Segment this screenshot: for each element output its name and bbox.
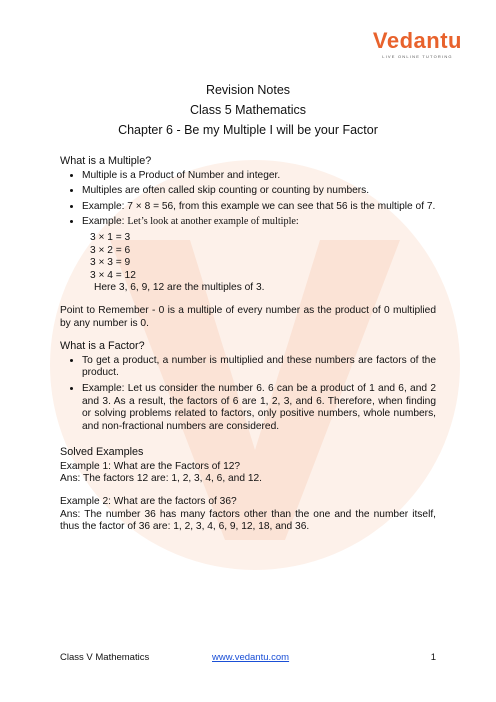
equation: 3 × 1 = 3: [90, 231, 131, 243]
list-item: • Example: 7 × 8 = 56, from this example we can see that 56 is the multiple of 7.: [82, 201, 436, 214]
factor-list: [60, 355, 436, 434]
title-line-1: Revision Notes: [205, 83, 291, 97]
logo-name: Vedantu: [372, 28, 462, 53]
multiples-note: Here 3, 6, 9, 12 are the multiples of 3.: [94, 282, 265, 294]
list-item: • To get a product, a number is multiplied and these numbers are factors of the product.: [82, 355, 436, 380]
list-item: • Multiples are often called skip counting or counting by numbers.: [82, 185, 436, 198]
example-text: Let’s look at another example of multiple:: [127, 216, 299, 228]
title-line-2: Class 5 Mathematics: [189, 103, 306, 117]
equation: 3 × 3 = 9: [90, 257, 131, 269]
page-number: 1: [430, 652, 436, 663]
list-item: • Multiple is a Product of Number and integer.: [82, 170, 436, 183]
list-item: [82, 216, 436, 229]
example-1-question: Example 1: What are the Factors of 12?: [60, 460, 241, 472]
multiple-heading: What is a Multiple?: [60, 155, 152, 167]
title-block: [0, 80, 496, 140]
title-line-3: Chapter 6 - Be my Multiple I will be your Factor: [118, 123, 378, 137]
factor-heading: What is a Factor?: [60, 340, 145, 353]
footer-class-label: Class V Mathematics: [60, 652, 150, 663]
solved-examples-heading: Solved Examples: [60, 446, 144, 459]
footer-website-link[interactable]: www.vedantu.com: [212, 652, 290, 663]
main-content: [60, 155, 436, 534]
point-to-remember: Point to Remember - 0 is a multiple of every number as the product of 0 multiplied by any number is 0.: [60, 304, 436, 329]
example-2-answer: Ans: The number 36 has many factors other than the one and the number itself, thus the factor of 36 are: 1, 2, 3, 4, 6, 9, 12, 18, and 36.: [60, 508, 436, 533]
logo-tagline: LIVE ONLINE TUTORING: [382, 54, 453, 59]
vedantu-logo: [373, 30, 462, 59]
equation: 3 × 2 = 6: [90, 244, 131, 256]
equation: 3 × 4 = 12: [90, 269, 136, 281]
list-item: • Example: Let us consider the number 6. 6 can be a product of 1 and 6, and 2 and 3. As a result, the factors of 6 are 1, 2, 3, and 6. Therefore, when finding or solving problems related to factors, only positive numbers, whole numbers, and non-fractional numbers are considered.: [82, 383, 436, 433]
example-1-answer: Ans: The factors 12 are: 1, 2, 3, 4, 6, and 12.: [60, 473, 262, 485]
example-2-question: Example 2: What are the factors of 36?: [60, 496, 237, 508]
example-label: Example:: [82, 216, 125, 228]
multiple-list: [60, 170, 436, 229]
